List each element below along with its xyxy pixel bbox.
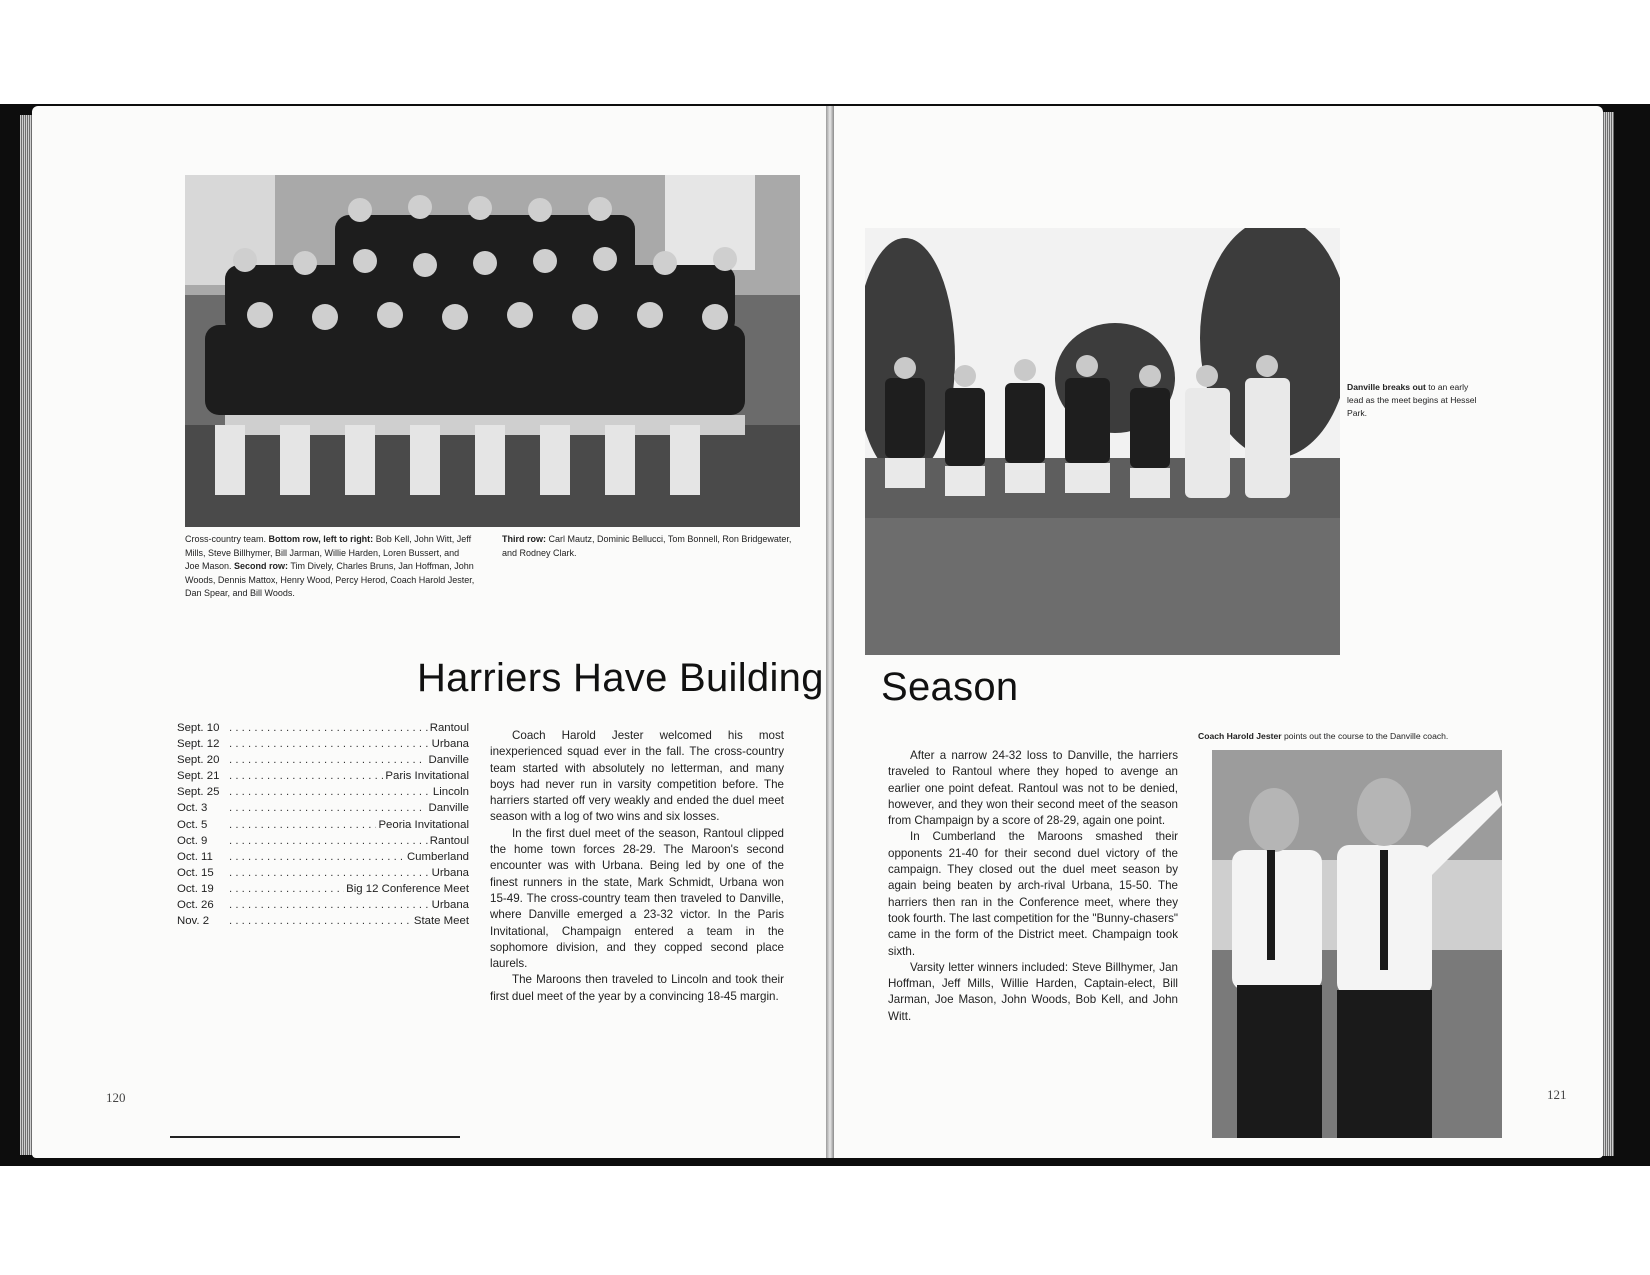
page-number-left: 120	[106, 1090, 126, 1105]
schedule-row	[177, 881, 469, 897]
schedule-date: Nov. 2	[177, 915, 210, 928]
schedule-row	[177, 784, 469, 800]
book-gutter	[826, 106, 834, 1158]
schedule-row	[177, 752, 469, 768]
schedule-opponent: Urbana	[431, 738, 469, 751]
schedule-opponent: Urbana	[431, 899, 469, 912]
team-photo-caption-col2: Third row: Carl Mautz, Dominic Bellucci, Tom Bonnell, Ron Bridgewater, and Rodney Clark.	[502, 534, 792, 558]
race-photo-caption: Danville breaks out to an early lead as the meet begins at Hessel Park.	[1347, 382, 1477, 418]
article-paragraph: In Cumberland the Maroons smashed their opponents 21-40 for their second duel victory of the campaign. They closed out the duel meet season by again being beaten by arch-rival Urbana, 15-50. The harriers then ran in the Conference meet, where they took fourth. The last competition for the "Bunny-chasers" came in the form of the District meet. Champaign took sixth.	[888, 830, 1178, 958]
schedule-opponent: Cumberland	[406, 850, 469, 863]
schedule-opponent: Peoria Invitational	[378, 818, 469, 831]
page-number-right: 121	[1547, 1087, 1567, 1102]
schedule-date: Oct. 3	[177, 802, 208, 815]
race-photo	[865, 228, 1340, 655]
schedule-date: Sept. 12	[177, 738, 220, 751]
headline-left: Harriers Have Building	[417, 656, 824, 700]
schedule-opponent: Big 12 Conference Meet	[346, 882, 469, 895]
schedule-row	[177, 736, 469, 752]
schedule-date: Sept. 10	[177, 722, 220, 734]
team-photo	[185, 175, 800, 527]
schedule-date: Oct. 15	[177, 866, 214, 879]
schedule-opponent: Danville	[428, 802, 469, 815]
schedule-row	[177, 897, 469, 913]
schedule-date: Sept. 20	[177, 754, 220, 767]
schedule-row	[177, 913, 469, 929]
schedule-row	[177, 833, 469, 849]
schedule-opponent: State Meet	[413, 915, 469, 928]
schedule-row	[177, 865, 469, 881]
bottom-rule	[170, 1136, 460, 1138]
schedule-opponent: Rantoul	[429, 834, 469, 847]
article-left	[490, 728, 784, 1005]
schedule-date: Sept. 21	[177, 770, 220, 783]
schedule-date: Oct. 5	[177, 818, 208, 831]
article-paragraph: The Maroons then traveled to Lincoln and took their first duel meet of the year by a convincing 18-45 margin.	[490, 973, 784, 1003]
article-paragraph: In the first duel meet of the season, Rantoul clipped the home town forces 28-29. The Maroon's second encounter was with Urbana. Being led by one of the finest runners in the state, Mark Schmidt, Urbana won 15-49. The cross-country team then traveled to Danville, where Danville emerged a 23-32 victor. In the Paris Invitational, Champaign entered a team in the sophomore division, and they copped second place laurels.	[490, 826, 784, 971]
schedule-opponent: Lincoln	[432, 786, 469, 799]
article-paragraph: Coach Harold Jester welcomed his most inexperienced squad ever in the fall. The cross-country team started with absolutely no letterman, and many boys had never run in varsity competition before. The harriers started off very weakly and ended the duel meet season with a log of two wins and six losses.	[490, 729, 784, 824]
schedule-row	[177, 817, 469, 833]
schedule-row	[177, 768, 469, 784]
schedule-row	[177, 849, 469, 865]
schedule-date: Oct. 9	[177, 834, 208, 847]
schedule-opponent: Urbana	[431, 866, 469, 879]
schedule-date: Oct. 26	[177, 899, 214, 912]
schedule-list	[177, 720, 469, 929]
schedule-opponent: Danville	[428, 754, 469, 767]
schedule-opponent: Paris Invitational	[385, 770, 469, 783]
article-right	[888, 748, 1178, 1025]
article-paragraph: Varsity letter winners included: Steve Billhymer, Jan Hoffman, Jeff Mills, Willie Harden, Captain-elect, Bill Jarman, Joe Mason, John Woods, Bob Kell, and John Witt.	[888, 960, 1178, 1023]
headline-right: Season	[881, 665, 1019, 709]
coach-photo	[1212, 750, 1502, 1138]
schedule-opponent: Rantoul	[429, 722, 469, 734]
schedule-row	[177, 800, 469, 816]
schedule-row	[177, 720, 469, 736]
team-photo-caption-col1: Cross-country team. Bottom row, left to right: Bob Kell, John Witt, Jeff Mills, Steve Billhymer, Bill Jarman, Willie Harden, Loren Bussert, and Joe Mason. Second row: Tim Dively, Charles Bruns, Jan Hoffman, John Woods, Dennis Mattox, Henry Wood, Percy Herod, Coach Harold Jester, Dan Spear, and Bill Woods.	[185, 534, 475, 598]
schedule-date: Oct. 11	[177, 850, 213, 863]
schedule-date: Sept. 25	[177, 786, 220, 799]
article-paragraph: After a narrow 24-32 loss to Danville, the harriers traveled to Rantoul where they hoped to avenge an earlier one point defeat. Rantoul was not to be denied, however, and they won their second meet of the season from Champaign by a score of 28-29, again one point.	[888, 749, 1178, 828]
schedule-date: Oct. 19	[177, 882, 214, 895]
coach-photo-caption: Coach Harold Jester points out the course to the Danville coach.	[1198, 731, 1449, 741]
